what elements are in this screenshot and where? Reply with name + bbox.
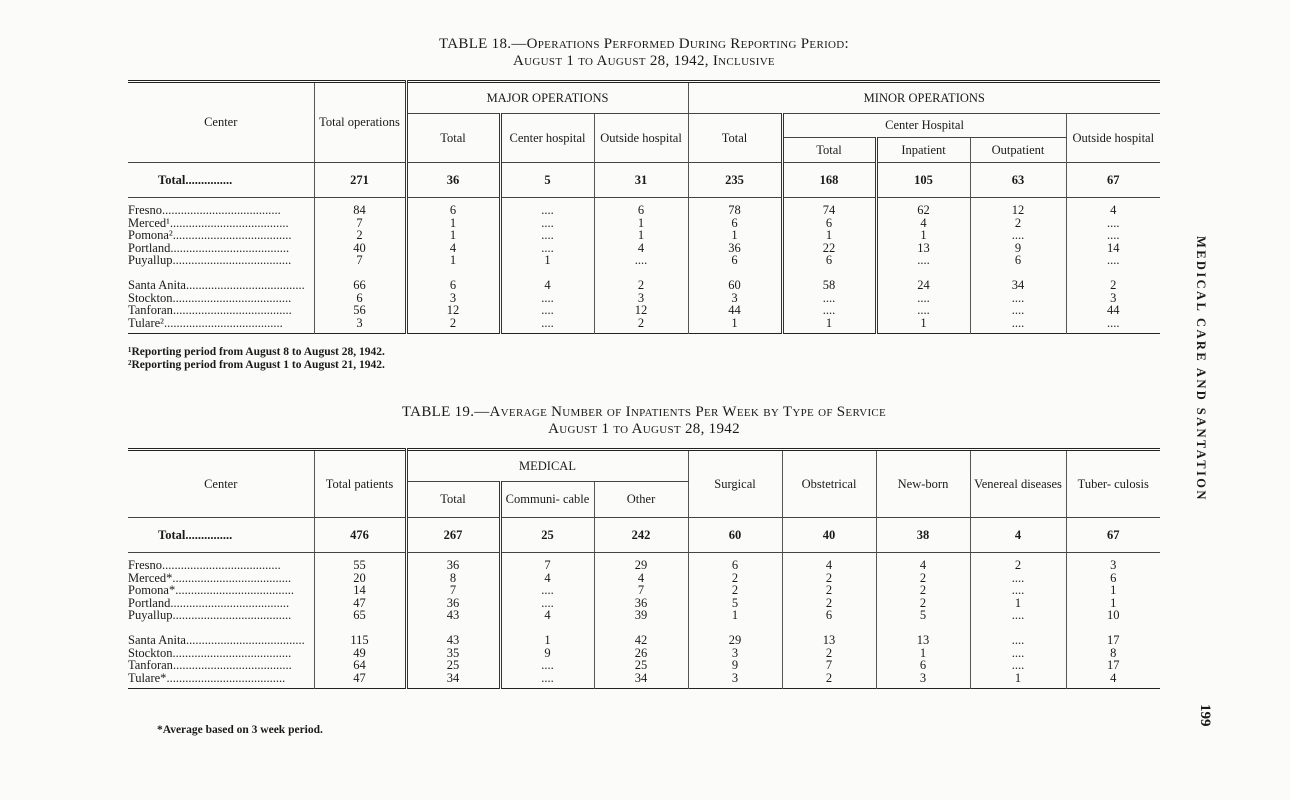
cell-inpatient: 4 <box>876 217 970 230</box>
cell-major-total: 6 <box>406 198 500 217</box>
center-name: Tanforan...................................... <box>128 304 292 317</box>
cell-major-outside: 4 <box>594 242 688 255</box>
cell-major-total: 12 <box>406 304 500 317</box>
header-minor-total: Total <box>688 114 782 163</box>
cell-major-total: 1 <box>406 229 500 242</box>
center-name: Stockton...................................... <box>128 646 292 660</box>
center-name: Portland...................................... <box>128 241 290 255</box>
cell-other: 36 <box>594 597 688 610</box>
cell-minor-outside: 3 <box>1066 292 1160 305</box>
cell-obstetrical: 2 <box>782 647 876 660</box>
cell-inpatient: .... <box>876 254 970 267</box>
cell-medical-total: 35 <box>406 647 500 660</box>
cell-surgical: 2 <box>688 572 782 585</box>
table-18-caption-line2: August 1 to August 28, 1942, Inclusive <box>513 53 775 69</box>
cell-outpatient: 34 <box>970 267 1066 292</box>
header-inpatient: Inpatient <box>876 138 970 163</box>
cell-total-operations: 6 <box>314 292 406 305</box>
center-name: Santa Anita...................................... <box>128 632 305 647</box>
cell-total-patients: 47 <box>314 672 406 689</box>
header-center-hospital-group: Center Hospital <box>782 114 1066 138</box>
table-row <box>128 292 1160 305</box>
cell-tuberculosis: 6 <box>1066 572 1160 585</box>
table-row <box>128 584 1160 597</box>
cell-surgical: 2 <box>688 584 782 597</box>
cell-major-center: 1 <box>500 254 594 267</box>
cell-total-operations: 84 <box>314 198 406 217</box>
cell-surgical: 1 <box>688 609 782 622</box>
cell-ch-total: 1 <box>782 317 876 334</box>
header-total-operations: Total operations <box>314 82 406 163</box>
table-row <box>128 229 1160 242</box>
cell-venereal: .... <box>970 609 1066 622</box>
cell-communicable: 4 <box>500 572 594 585</box>
cell-other: 42 <box>594 622 688 647</box>
cell-total-operations: 271 <box>314 163 406 198</box>
table-row <box>128 672 1160 689</box>
table-19-body <box>128 553 1160 689</box>
cell-newborn: 6 <box>876 659 970 672</box>
cell-surgical: 3 <box>688 647 782 660</box>
table-row <box>128 242 1160 255</box>
table-row <box>128 267 1160 292</box>
cell-venereal: .... <box>970 622 1066 647</box>
header-major-center-hospital: Center hospital <box>500 114 594 163</box>
cell-outpatient: 9 <box>970 242 1066 255</box>
header-tuberculosis: Tuber- culosis <box>1066 450 1160 518</box>
cell-inpatient: 24 <box>876 267 970 292</box>
cell-ch-total: 1 <box>782 229 876 242</box>
cell-surgical: 29 <box>688 622 782 647</box>
footnote-2: ²Reporting period from August 1 to August 21, 1942. <box>128 359 385 372</box>
cell-newborn: 13 <box>876 622 970 647</box>
table-row <box>128 659 1160 672</box>
center-name: Merced¹...................................... <box>128 216 289 230</box>
table-row <box>128 198 1160 217</box>
cell-major-outside: 6 <box>594 198 688 217</box>
center-name: Tulare²...................................... <box>128 316 283 330</box>
cell-obstetrical: 2 <box>782 572 876 585</box>
header-total-patients: Total patients <box>314 450 406 518</box>
cell-other: 39 <box>594 609 688 622</box>
cell-total-patients: 115 <box>314 622 406 647</box>
cell-total-patients: 65 <box>314 609 406 622</box>
header-obstetrical: Obstetrical <box>782 450 876 518</box>
table-19-caption-line2: August 1 to August 28, 1942 <box>548 421 740 437</box>
cell-ch-total: .... <box>782 292 876 305</box>
cell-obstetrical: 2 <box>782 584 876 597</box>
header-other: Other <box>594 482 688 518</box>
cell-ch-total: 6 <box>782 217 876 230</box>
cell-communicable: 7 <box>500 553 594 572</box>
cell-tuberculosis: 17 <box>1066 659 1160 672</box>
table-18 <box>128 36 1160 372</box>
cell-total-operations: 2 <box>314 229 406 242</box>
cell-medical-total: 36 <box>406 597 500 610</box>
cell-ch-total: 6 <box>782 254 876 267</box>
cell-inpatient: .... <box>876 304 970 317</box>
cell-ch-total: .... <box>782 304 876 317</box>
cell-medical-total: 43 <box>406 609 500 622</box>
cell-total-patients: 476 <box>314 518 406 553</box>
cell-obstetrical: 4 <box>782 553 876 572</box>
cell-communicable: .... <box>500 584 594 597</box>
cell-medical-total: 8 <box>406 572 500 585</box>
cell-minor-outside: 4 <box>1066 198 1160 217</box>
header-surgical: Surgical <box>688 450 782 518</box>
header-ch-total: Total <box>782 138 876 163</box>
page-number: 199 <box>1197 704 1213 727</box>
cell-venereal: 1 <box>970 597 1066 610</box>
cell-newborn: 2 <box>876 584 970 597</box>
table-row <box>128 254 1160 267</box>
table-18-caption <box>128 36 1160 70</box>
cell-total-patients: 14 <box>314 584 406 597</box>
header-outpatient: Outpatient <box>970 138 1066 163</box>
table-18-body <box>128 198 1160 334</box>
cell-minor-outside: 44 <box>1066 304 1160 317</box>
cell-inpatient: 1 <box>876 317 970 334</box>
cell-inpatient: 1 <box>876 229 970 242</box>
cell-obstetrical: 40 <box>782 518 876 553</box>
cell-tuberculosis: 3 <box>1066 553 1160 572</box>
cell-newborn: 2 <box>876 572 970 585</box>
header-minor-operations: MINOR OPERATIONS <box>688 82 1160 114</box>
header-major-outside-hospital: Outside hospital <box>594 114 688 163</box>
cell-outpatient: 12 <box>970 198 1066 217</box>
total-row <box>128 518 1160 553</box>
total-label: Total............... <box>128 163 314 198</box>
cell-major-total: 6 <box>406 267 500 292</box>
cell-other: 29 <box>594 553 688 572</box>
cell-minor-total: 60 <box>688 267 782 292</box>
cell-other: 7 <box>594 584 688 597</box>
cell-minor-outside: .... <box>1066 254 1160 267</box>
table-row <box>128 597 1160 610</box>
header-center: Center <box>128 82 314 163</box>
cell-major-outside: .... <box>594 254 688 267</box>
cell-venereal: .... <box>970 572 1066 585</box>
cell-major-center: 4 <box>500 267 594 292</box>
cell-outpatient: .... <box>970 229 1066 242</box>
table-18-footnotes <box>128 346 1160 372</box>
cell-medical-total: 36 <box>406 553 500 572</box>
cell-outpatient: 6 <box>970 254 1066 267</box>
cell-obstetrical: 2 <box>782 597 876 610</box>
cell-major-center: .... <box>500 317 594 334</box>
header-medical-total: Total <box>406 482 500 518</box>
cell-minor-outside: .... <box>1066 229 1160 242</box>
cell-inpatient: 62 <box>876 198 970 217</box>
header-major-total: Total <box>406 114 500 163</box>
cell-communicable: 9 <box>500 647 594 660</box>
center-name: Tulare*...................................... <box>128 671 286 685</box>
cell-ch-total: 74 <box>782 198 876 217</box>
header-center: Center <box>128 450 314 518</box>
cell-communicable: 4 <box>500 609 594 622</box>
cell-obstetrical: 6 <box>782 609 876 622</box>
cell-major-center: .... <box>500 242 594 255</box>
cell-total-patients: 64 <box>314 659 406 672</box>
cell-outpatient: .... <box>970 304 1066 317</box>
inpatients-table <box>128 448 1160 689</box>
table-row <box>128 647 1160 660</box>
cell-newborn: 1 <box>876 647 970 660</box>
cell-major-center: .... <box>500 292 594 305</box>
cell-surgical: 60 <box>688 518 782 553</box>
cell-tuberculosis: 10 <box>1066 609 1160 622</box>
cell-minor-total: 78 <box>688 198 782 217</box>
cell-venereal: 2 <box>970 553 1066 572</box>
cell-minor-total: 6 <box>688 254 782 267</box>
table-19-footnote: *Average based on 3 week period. <box>157 724 323 736</box>
cell-minor-total: 36 <box>688 242 782 255</box>
cell-minor-outside: .... <box>1066 217 1160 230</box>
cell-minor-outside: 67 <box>1066 163 1160 198</box>
cell-major-total: 4 <box>406 242 500 255</box>
cell-major-center: .... <box>500 217 594 230</box>
cell-minor-total: 235 <box>688 163 782 198</box>
cell-total-patients: 47 <box>314 597 406 610</box>
cell-other: 26 <box>594 647 688 660</box>
table-row <box>128 317 1160 334</box>
table-row <box>128 622 1160 647</box>
cell-minor-outside: 14 <box>1066 242 1160 255</box>
center-name: Santa Anita...................................... <box>128 277 305 292</box>
table-row <box>128 572 1160 585</box>
cell-newborn: 38 <box>876 518 970 553</box>
cell-major-outside: 12 <box>594 304 688 317</box>
cell-obstetrical: 2 <box>782 672 876 689</box>
cell-medical-total: 7 <box>406 584 500 597</box>
cell-outpatient: .... <box>970 292 1066 305</box>
cell-inpatient: .... <box>876 292 970 305</box>
cell-inpatient: 105 <box>876 163 970 198</box>
cell-inpatient: 13 <box>876 242 970 255</box>
cell-minor-total: 1 <box>688 229 782 242</box>
table-18-caption-line1: TABLE 18.—Operations Performed During Reporting Period: <box>439 36 849 52</box>
cell-major-outside: 3 <box>594 292 688 305</box>
cell-other: 25 <box>594 659 688 672</box>
cell-total-patients: 55 <box>314 553 406 572</box>
center-name: Fresno...................................... <box>128 203 281 217</box>
cell-outpatient: 2 <box>970 217 1066 230</box>
cell-major-outside: 31 <box>594 163 688 198</box>
cell-major-total: 2 <box>406 317 500 334</box>
cell-tuberculosis: 1 <box>1066 584 1160 597</box>
cell-ch-total: 168 <box>782 163 876 198</box>
cell-major-center: .... <box>500 229 594 242</box>
cell-major-outside: 1 <box>594 217 688 230</box>
cell-communicable: .... <box>500 672 594 689</box>
cell-medical-total: 34 <box>406 672 500 689</box>
cell-other: 34 <box>594 672 688 689</box>
cell-communicable: 25 <box>500 518 594 553</box>
total-row <box>128 163 1160 198</box>
center-name: Portland...................................... <box>128 596 290 610</box>
cell-minor-outside: .... <box>1066 317 1160 334</box>
cell-minor-total: 3 <box>688 292 782 305</box>
center-name: Puyallup...................................... <box>128 254 292 267</box>
cell-total-operations: 7 <box>314 217 406 230</box>
cell-newborn: 4 <box>876 553 970 572</box>
running-head: MEDICAL CARE AND SANTATION <box>1194 236 1208 502</box>
cell-total-patients: 20 <box>314 572 406 585</box>
center-name: Merced*...................................... <box>128 571 292 585</box>
table-19-caption <box>128 404 1160 438</box>
cell-major-total: 36 <box>406 163 500 198</box>
table-row <box>128 304 1160 317</box>
center-name: Tanforan...................................... <box>128 659 292 672</box>
cell-total-operations: 66 <box>314 267 406 292</box>
header-medical: MEDICAL <box>406 450 688 482</box>
cell-major-center: 5 <box>500 163 594 198</box>
cell-major-total: 3 <box>406 292 500 305</box>
cell-outpatient: 63 <box>970 163 1066 198</box>
cell-communicable: .... <box>500 659 594 672</box>
cell-medical-total: 25 <box>406 659 500 672</box>
cell-minor-outside: 2 <box>1066 267 1160 292</box>
center-name: Fresno...................................... <box>128 558 281 572</box>
footnote-1: ¹Reporting period from August 8 to August 28, 1942. <box>128 346 385 359</box>
table-19-caption-line1: TABLE 19.—Average Number of Inpatients Per Week by Type of Service <box>401 404 887 420</box>
cell-surgical: 6 <box>688 553 782 572</box>
cell-venereal: .... <box>970 584 1066 597</box>
cell-total-operations: 56 <box>314 304 406 317</box>
cell-major-center: .... <box>500 304 594 317</box>
cell-total-operations: 3 <box>314 317 406 334</box>
cell-ch-total: 22 <box>782 242 876 255</box>
cell-tuberculosis: 8 <box>1066 647 1160 660</box>
cell-major-total: 1 <box>406 217 500 230</box>
table-row <box>128 553 1160 572</box>
header-major-operations: MAJOR OPERATIONS <box>406 82 688 114</box>
cell-major-total: 1 <box>406 254 500 267</box>
cell-venereal: 4 <box>970 518 1066 553</box>
cell-other: 4 <box>594 572 688 585</box>
cell-minor-total: 1 <box>688 317 782 334</box>
cell-medical-total: 43 <box>406 622 500 647</box>
cell-major-outside: 2 <box>594 317 688 334</box>
cell-minor-total: 44 <box>688 304 782 317</box>
table-19 <box>128 404 1160 689</box>
cell-newborn: 2 <box>876 597 970 610</box>
cell-outpatient: .... <box>970 317 1066 334</box>
cell-venereal: .... <box>970 659 1066 672</box>
table-row <box>128 609 1160 622</box>
cell-communicable: 1 <box>500 622 594 647</box>
cell-venereal: 1 <box>970 672 1066 689</box>
cell-tuberculosis: 4 <box>1066 672 1160 689</box>
cell-major-outside: 2 <box>594 267 688 292</box>
cell-venereal: .... <box>970 647 1066 660</box>
total-label: Total............... <box>128 518 314 553</box>
cell-tuberculosis: 1 <box>1066 597 1160 610</box>
cell-other: 242 <box>594 518 688 553</box>
cell-tuberculosis: 17 <box>1066 622 1160 647</box>
header-minor-outside-hospital: Outside hospital <box>1066 114 1160 163</box>
cell-minor-total: 6 <box>688 217 782 230</box>
cell-obstetrical: 7 <box>782 659 876 672</box>
cell-newborn: 3 <box>876 672 970 689</box>
cell-obstetrical: 13 <box>782 622 876 647</box>
center-name: Pomona*...................................... <box>128 584 294 597</box>
cell-tuberculosis: 67 <box>1066 518 1160 553</box>
header-newborn: New-born <box>876 450 970 518</box>
cell-surgical: 9 <box>688 659 782 672</box>
cell-ch-total: 58 <box>782 267 876 292</box>
cell-surgical: 5 <box>688 597 782 610</box>
header-communicable: Communi- cable <box>500 482 594 518</box>
header-venereal: Venereal diseases <box>970 450 1066 518</box>
cell-communicable: .... <box>500 597 594 610</box>
cell-total-patients: 49 <box>314 647 406 660</box>
cell-total-operations: 40 <box>314 242 406 255</box>
cell-surgical: 3 <box>688 672 782 689</box>
cell-total-operations: 7 <box>314 254 406 267</box>
cell-medical-total: 267 <box>406 518 500 553</box>
cell-major-outside: 1 <box>594 229 688 242</box>
cell-newborn: 5 <box>876 609 970 622</box>
cell-major-center: .... <box>500 198 594 217</box>
center-name: Stockton...................................... <box>128 291 292 305</box>
operations-table <box>128 80 1160 334</box>
table-row <box>128 217 1160 230</box>
center-name: Puyallup...................................... <box>128 609 292 622</box>
center-name: Pomona²...................................... <box>128 229 292 242</box>
